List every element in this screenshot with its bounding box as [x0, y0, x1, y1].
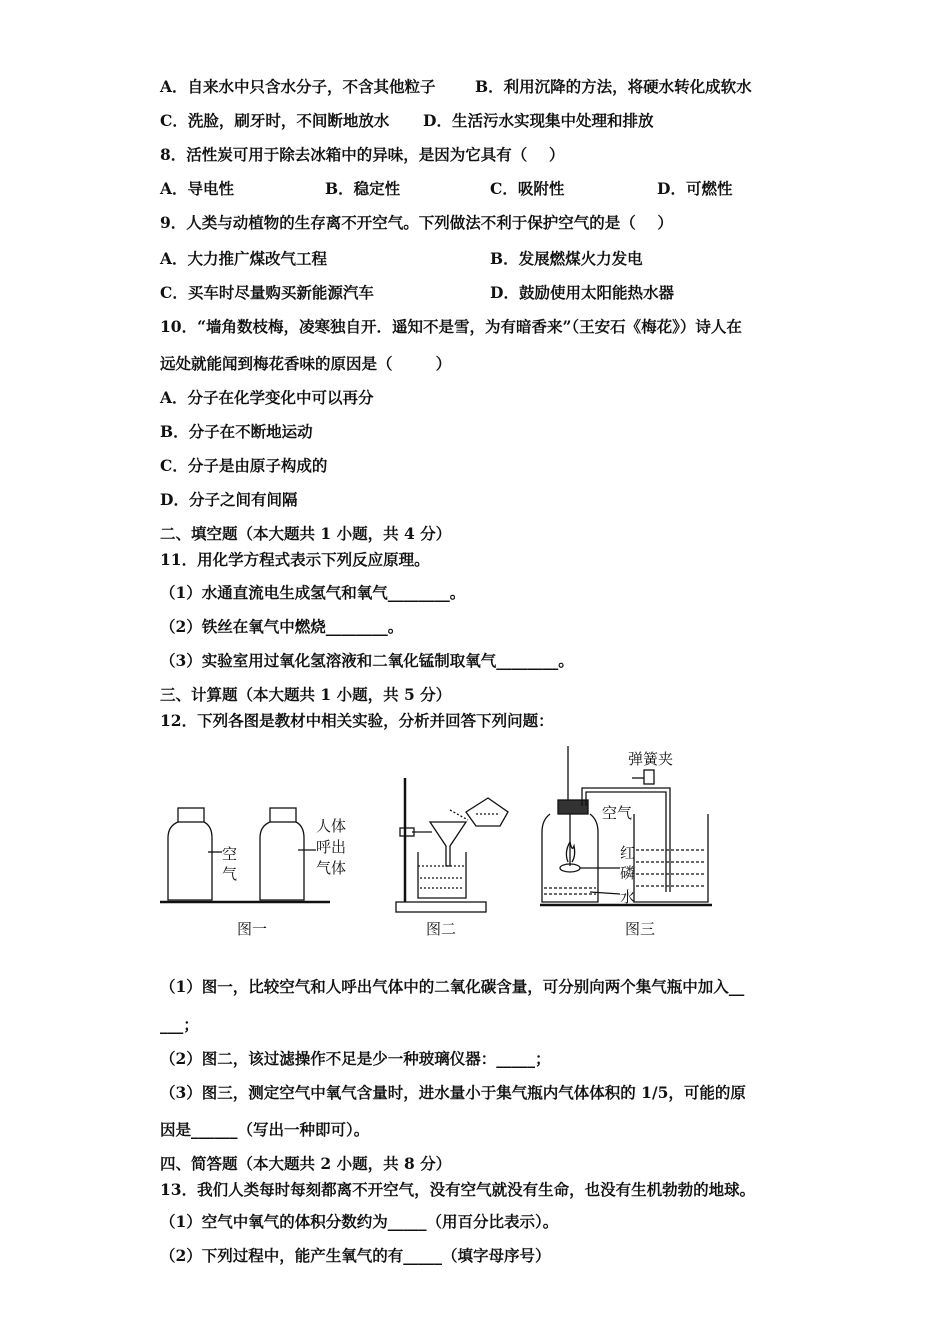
q13-stem: 13．我们人类每时每刻都离不开空气，没有空气就没有生命，也没有生机勃勃的地球。	[160, 1180, 756, 1199]
gas-bottle-exhaled	[260, 808, 316, 900]
q9-option-a: A．大力推广煤改气工程	[160, 249, 328, 268]
experiment-figures	[150, 742, 730, 942]
q9-stem: 9．人类与动植物的生存离不开空气。下列做法不利于保护空气的是（ ）	[160, 213, 673, 232]
label-red-1: 红	[620, 844, 636, 862]
q11-part-2: （2）铁丝在氧气中燃烧________。	[160, 617, 404, 636]
q7-option-c: C．洗脸，刷牙时，不间断地放水	[160, 111, 390, 130]
q13-part-2: （2）下列过程中，能产生氧气的有_____（填字母序号）	[160, 1246, 551, 1265]
q12-part-3-line1: （3）图三，测定空气中氧气含量时，进水量小于集气瓶内气体体积的 1/5，可能的原	[160, 1083, 746, 1102]
q10-stem-line1: 10．“墙角数枝梅，凌寒独自开．遥知不是雪，为有暗香来”（王安石《梅花》）诗人在	[160, 317, 742, 336]
section-3-title: 三、计算题（本大题共 1 小题，共 5 分）	[160, 685, 452, 704]
q10-option-b: B．分子在不断地运动	[160, 422, 313, 441]
q11-stem: 11．用化学方程式表示下列反应原理。	[160, 550, 430, 569]
q8-option-c: C．吸附性	[490, 179, 565, 198]
q9-option-b: B．发展燃煤火力发电	[490, 249, 643, 268]
figure-3-label: 图三	[625, 920, 656, 938]
q7-option-b: B．利用沉降的方法，将硬水转化成软水	[475, 77, 752, 96]
q8-option-d: D．可燃性	[657, 179, 733, 198]
figure-1-label: 图一	[237, 920, 268, 938]
q12-part-1-line1: （1）图一，比较空气和人呼出气体中的二氧化碳含量，可分别向两个集气瓶中加入__	[160, 977, 745, 996]
section-2-title: 二、填空题（本大题共 1 小题，共 4 分）	[160, 524, 452, 543]
experiment-diagram	[150, 742, 730, 942]
q8-option-b: B．稳定性	[325, 179, 401, 198]
filtration-apparatus	[396, 778, 508, 912]
q7-option-d: D．生活污水实现集中处理和排放	[423, 111, 654, 130]
label-air-1: 空	[222, 845, 238, 863]
figure-2-label: 图二	[426, 920, 457, 938]
q8-option-a: A．导电性	[160, 179, 235, 198]
q12-stem: 12．下列各图是教材中相关实验，分析并回答下列问题：	[160, 711, 554, 730]
q10-option-d: D．分子之间有间隔	[160, 490, 298, 509]
q8-stem: 8．活性炭可用于除去冰箱中的异味，是因为它具有（ ）	[160, 145, 565, 164]
label-air-fig3: 空气	[602, 804, 633, 822]
q12-part-2: （2）图二，该过滤操作不足是少一种玻璃仪器：_____；	[160, 1049, 551, 1068]
q7-option-a: A．自来水中只含水分子，不含其他粒子	[160, 77, 436, 96]
q10-option-a: A．分子在化学变化中可以再分	[160, 388, 374, 407]
q12-part-1-line2: ___；	[160, 1015, 199, 1034]
q10-stem-line2: 远处就能闻到梅花香味的原因是（ ）	[160, 354, 452, 373]
q9-option-c: C．买车时尽量购买新能源汽车	[160, 283, 374, 302]
q9-option-d: D．鼓励使用太阳能热水器	[490, 283, 674, 302]
label-spring-clip: 弹簧夹	[628, 750, 674, 768]
q10-option-c: C．分子是由原子构成的	[160, 456, 328, 475]
section-4-title: 四、简答题（本大题共 2 小题，共 8 分）	[160, 1154, 452, 1173]
label-exhale-1: 人体	[316, 817, 347, 835]
label-red-2: 磷	[620, 864, 636, 882]
label-exhale-2: 呼出	[316, 838, 347, 856]
gas-bottle-air	[168, 808, 222, 900]
q11-part-1: （1）水通直流电生成氢气和氧气________。	[160, 583, 466, 602]
q12-part-3-line2: 因是______（写出一种即可）。	[160, 1120, 370, 1139]
label-air-2: 气	[222, 865, 238, 883]
label-water: 水	[620, 888, 636, 906]
q11-part-3: （3）实验室用过氧化氢溶液和二氧化锰制取氧气________。	[160, 651, 574, 670]
q13-part-1: （1）空气中氧气的体积分数约为_____（用百分比表示）。	[160, 1212, 559, 1231]
label-exhale-3: 气体	[316, 859, 347, 877]
